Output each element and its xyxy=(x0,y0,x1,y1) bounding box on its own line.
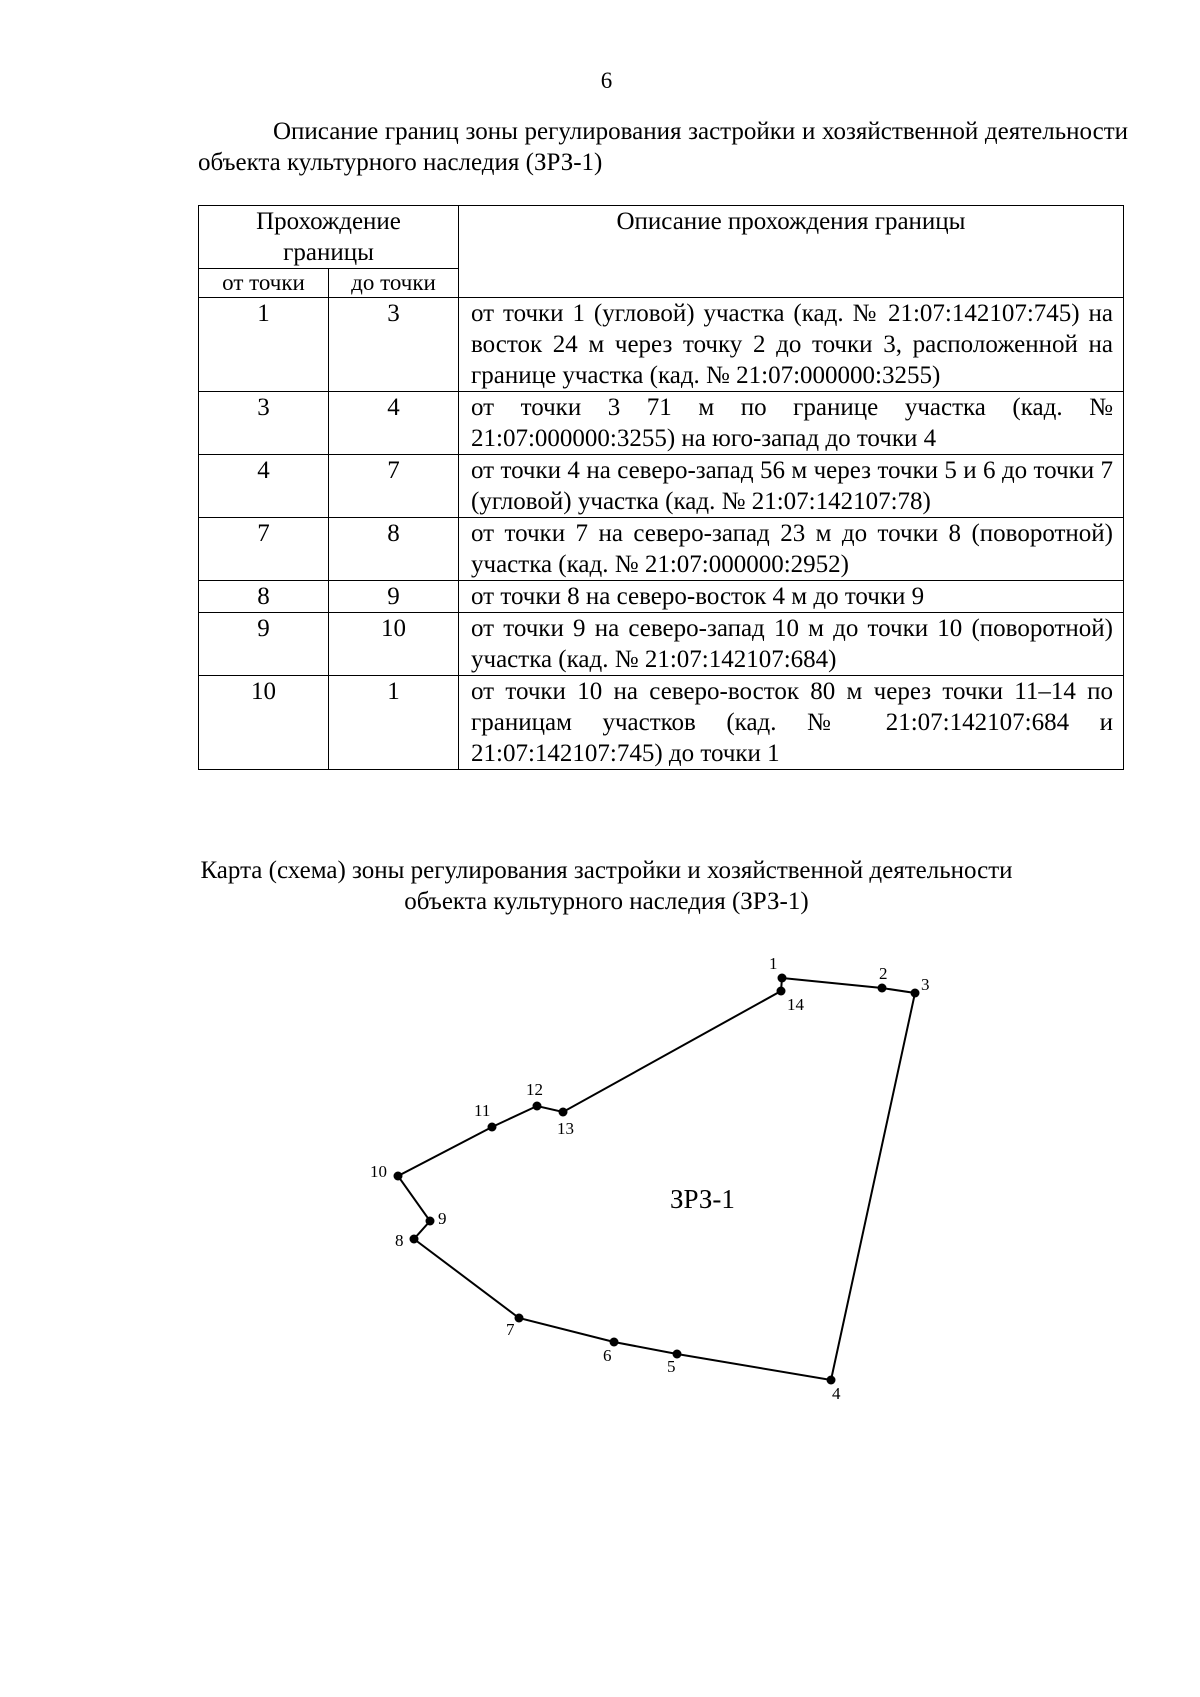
cell-to: 8 xyxy=(329,518,459,581)
point-marker xyxy=(778,974,787,983)
point-label: 13 xyxy=(557,1119,574,1138)
cell-description: от точки 4 на северо-запад 56 м через точки 5 и 6 до точки 7 (угловой) участка (кад. № 21:07:142107:78) xyxy=(459,455,1124,518)
map-title-line-1: Карта (схема) зоны регулирования застройки и хозяйственной деятельности xyxy=(200,857,1013,884)
page-number: 6 xyxy=(600,68,613,93)
cell-to: 7 xyxy=(329,455,459,518)
cell-description: от точки 3 71 м по границе участка (кад. № 21:07:000000:3255) на юго-запад до точки 4 xyxy=(459,392,1124,455)
point-label: 9 xyxy=(438,1209,447,1228)
map-title-line-2: объекта культурного наследия (ЗРЗ-1) xyxy=(404,888,809,915)
point-label: 2 xyxy=(879,964,888,983)
cell-from: 9 xyxy=(199,613,329,676)
cell-from: 3 xyxy=(199,392,329,455)
cell-from: 1 xyxy=(199,298,329,392)
cell-from: 7 xyxy=(199,518,329,581)
point-marker xyxy=(515,1314,524,1323)
point-label: 10 xyxy=(370,1162,387,1181)
point-label: 4 xyxy=(832,1384,841,1403)
point-marker xyxy=(878,984,887,993)
cell-from: 10 xyxy=(199,676,329,770)
point-label: 14 xyxy=(787,995,804,1014)
cell-description: от точки 7 на северо-запад 23 м до точки 8 (поворотной) участка (кад. № 21:07:000000:2952) xyxy=(459,518,1124,581)
point-labels xyxy=(370,954,930,1403)
cell-to: 3 xyxy=(329,298,459,392)
header-passage: Прохождение границы xyxy=(199,206,459,269)
zone-boundary xyxy=(398,978,915,1380)
point-marker xyxy=(533,1102,542,1111)
point-marker xyxy=(559,1108,568,1117)
cell-to: 9 xyxy=(329,581,459,613)
boundary-points xyxy=(394,974,920,1385)
point-label: 11 xyxy=(474,1101,491,1120)
cell-description: от точки 10 на северо-восток 80 м через точки 11–14 по границам участков (кад. № 21:07:142107:684 и 21:07:142107:745) до точки 1 xyxy=(459,676,1124,770)
point-label: 1 xyxy=(769,954,778,973)
point-label: 5 xyxy=(667,1357,676,1376)
section-heading: Описание границ зоны регулирования застройки и хозяйственной деятельности объекта культурного наследия (ЗРЗ-1) xyxy=(198,118,1128,176)
point-label: 12 xyxy=(526,1080,543,1099)
header-from: от точки xyxy=(199,269,329,298)
header-description: Описание прохождения границы xyxy=(459,206,1124,298)
cell-description: от точки 9 на северо-запад 10 м до точки 10 (поворотной) участка (кад. № 21:07:142107:684) xyxy=(459,613,1124,676)
point-label: 3 xyxy=(921,975,930,994)
cell-from: 8 xyxy=(199,581,329,613)
point-marker xyxy=(911,989,920,998)
point-label: 8 xyxy=(395,1231,404,1250)
cell-to: 10 xyxy=(329,613,459,676)
point-marker xyxy=(394,1172,403,1181)
point-marker xyxy=(488,1123,497,1132)
cell-to: 4 xyxy=(329,392,459,455)
point-label: 6 xyxy=(603,1346,612,1365)
cell-to: 1 xyxy=(329,676,459,770)
cell-from: 4 xyxy=(199,455,329,518)
cell-description: от точки 1 (угловой) участка (кад. № 21:07:142107:745) на восток 24 м через точку 2 до точки 3, расположенной на границе участка (кад. № 21:07:000000:3255) xyxy=(459,298,1124,392)
zone-label: ЗРЗ-1 xyxy=(670,1184,735,1214)
point-label: 7 xyxy=(506,1320,515,1339)
point-marker xyxy=(410,1235,419,1244)
header-to: до точки xyxy=(329,269,459,298)
point-marker xyxy=(426,1217,435,1226)
point-marker xyxy=(777,987,786,996)
cell-description: от точки 8 на северо-восток 4 м до точки 9 xyxy=(459,581,1124,613)
